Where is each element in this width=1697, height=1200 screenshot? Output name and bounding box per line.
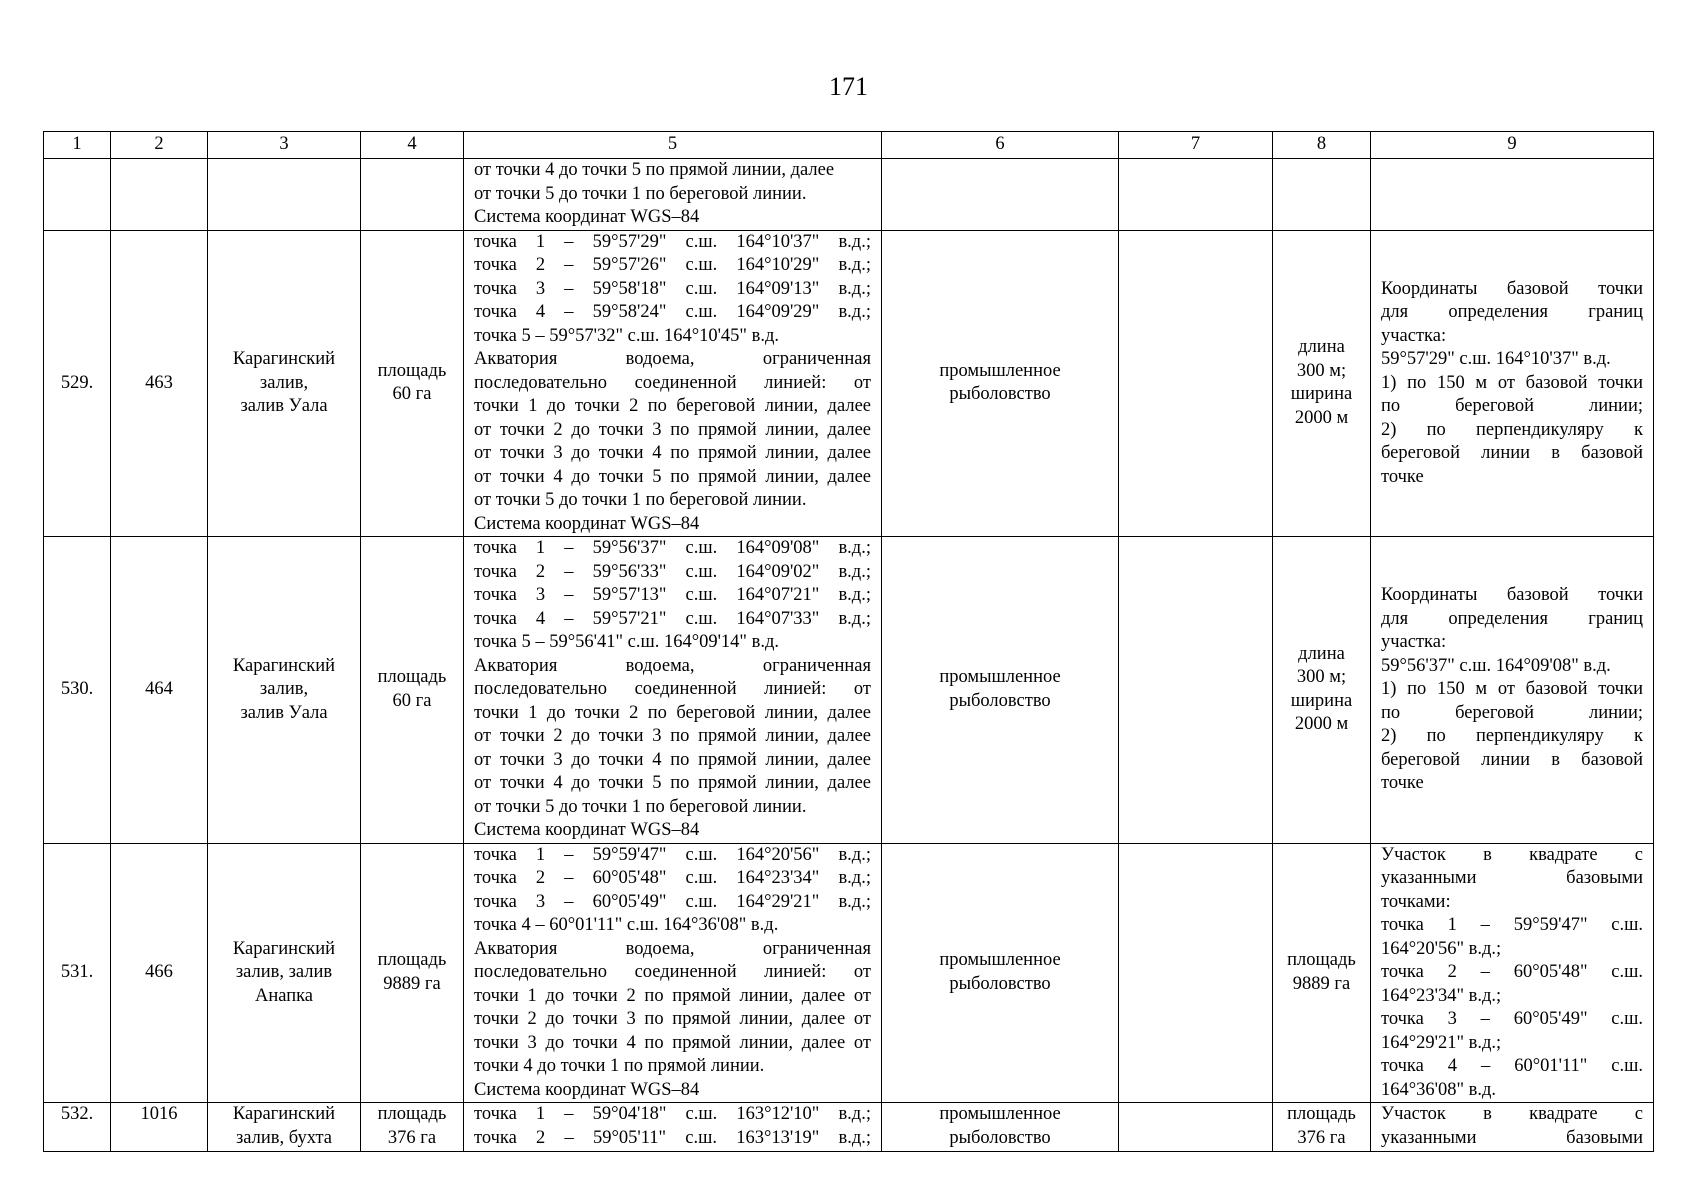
location-cell: Карагинский залив, бухта	[208, 1103, 361, 1152]
column-header: 3	[208, 132, 361, 159]
description-cell: точка 1 – 59°59'47" с.ш. 164°20'56" в.д.; точка 2 – 60°05'48" с.ш. 164°23'34" в.д.; точка 3 – 60°05'49" с.ш. 164°29'21" в.д.; точка 4 – 60°01'11" с.ш. 164°36'08" в.д. Акватория водоема, ограниченная последовательно соединенной линией: от точки 1 до точки 2 по прямой линии, далее от точки 2 до точки 3 по прямой линии, далее от точки 3 до точки 4 по прямой линии, далее от точки 4 до точки 1 по прямой линии. Система координат WGS–84	[464, 843, 882, 1103]
notes-cell: Координаты базовой точки для определения границ участка: 59°56'37" с.ш. 164°09'08" в.д. 1) по 150 м от базовой точки по береговой линии; 2) по перпендикуляру к береговой линии в базовой точке	[1371, 537, 1654, 844]
table-row	[44, 1103, 1654, 1152]
table-row	[44, 230, 1654, 537]
row-number-cell: 529.	[44, 230, 111, 537]
table-row-continuation	[44, 159, 1654, 231]
empty-cell	[1119, 537, 1273, 844]
notes-cell: Участок в квадрате с указанными базовыми точками: точка 1 – 59°59'47" с.ш. 164°20'56" в.д.; точка 2 – 60°05'48" с.ш. 164°23'34" в.д.; точка 3 – 60°05'49" с.ш. 164°29'21" в.д.; точка 4 – 60°01'11" с.ш. 164°36'08" в.д.	[1371, 843, 1654, 1103]
area-cell: площадь 9889 га	[361, 843, 464, 1103]
column-header: 9	[1371, 132, 1654, 159]
row-number-cell: 530.	[44, 537, 111, 844]
site-id-cell: 1016	[111, 1103, 208, 1152]
purpose-cell: промышленное рыболовство	[882, 230, 1119, 537]
size-cell: площадь 9889 га	[1273, 843, 1371, 1103]
location-cell: Карагинский залив, залив Анапка	[208, 843, 361, 1103]
purpose-cell: промышленное рыболовство	[882, 843, 1119, 1103]
size-cell: площадь 376 га	[1273, 1103, 1371, 1152]
site-id-cell: 466	[111, 843, 208, 1103]
header-row	[44, 132, 1654, 159]
location-cell: Карагинский залив, залив Уала	[208, 537, 361, 844]
size-cell: длина 300 м; ширина 2000 м	[1273, 537, 1371, 844]
area-cell: площадь 60 га	[361, 230, 464, 537]
area-cell: площадь 376 га	[361, 1103, 464, 1152]
empty-cell	[1119, 843, 1273, 1103]
notes-cell: Координаты базовой точки для определения границ участка: 59°57'29" с.ш. 164°10'37" в.д. 1) по 150 м от базовой точки по береговой линии; 2) по перпендикуляру к береговой линии в базовой точке	[1371, 230, 1654, 537]
location-cell: Карагинский залив, залив Уала	[208, 230, 361, 537]
column-header: 2	[111, 132, 208, 159]
empty-cell	[1119, 1103, 1273, 1152]
description-cell: точка 1 – 59°57'29" с.ш. 164°10'37" в.д.; точка 2 – 59°57'26" с.ш. 164°10'29" в.д.; точка 3 – 59°58'18" с.ш. 164°09'13" в.д.; точка 4 – 59°58'24" с.ш. 164°09'29" в.д.; точка 5 – 59°57'32" с.ш. 164°10'45" в.д. Акватория водоема, ограниченная последовательно соединенной линией: от точки 1 до точки 2 по береговой линии, далее от точки 2 до точки 3 по прямой линии, далее от точки 3 до точки 4 по прямой линии, далее от точки 4 до точки 5 по прямой линии, далее от точки 5 до точки 1 по береговой линии. Система координат WGS–84	[464, 230, 882, 537]
purpose-cell: промышленное рыболовство	[882, 537, 1119, 844]
column-header: 5	[464, 132, 882, 159]
table-row	[44, 843, 1654, 1103]
column-header: 7	[1119, 132, 1273, 159]
table-row	[44, 537, 1654, 844]
description-cell: от точки 4 до точки 5 по прямой линии, далее от точки 5 до точки 1 по береговой линии. Система координат WGS–84	[464, 159, 882, 231]
size-cell: длина 300 м; ширина 2000 м	[1273, 230, 1371, 537]
site-id-cell: 464	[111, 537, 208, 844]
row-number-cell: 532.	[44, 1103, 111, 1152]
purpose-cell: промышленное рыболовство	[882, 1103, 1119, 1152]
description-cell: точка 1 – 59°56'37" с.ш. 164°09'08" в.д.; точка 2 – 59°56'33" с.ш. 164°09'02" в.д.; точка 3 – 59°57'13" с.ш. 164°07'21" в.д.; точка 4 – 59°57'21" с.ш. 164°07'33" в.д.; точка 5 – 59°56'41" с.ш. 164°09'14" в.д. Акватория водоема, ограниченная последовательно соединенной линией: от точки 1 до точки 2 по береговой линии, далее от точки 2 до точки 3 по прямой линии, далее от точки 3 до точки 4 по прямой линии, далее от точки 4 до точки 5 по прямой линии, далее от точки 5 до точки 1 по береговой линии. Система координат WGS–84	[464, 537, 882, 844]
area-cell: площадь 60 га	[361, 537, 464, 844]
site-id-cell: 463	[111, 230, 208, 537]
row-number-cell: 531.	[44, 843, 111, 1103]
empty-cell	[1119, 230, 1273, 537]
page-number: 171	[829, 72, 868, 101]
column-header: 4	[361, 132, 464, 159]
description-cell: точка 1 – 59°04'18" с.ш. 163°12'10" в.д.; точка 2 – 59°05'11" с.ш. 163°13'19" в.д.;	[464, 1103, 882, 1152]
column-header: 8	[1273, 132, 1371, 159]
column-header: 1	[44, 132, 111, 159]
column-header: 6	[882, 132, 1119, 159]
register-table	[43, 131, 1654, 1152]
notes-cell: Участок в квадрате с указанными базовыми	[1371, 1103, 1654, 1152]
